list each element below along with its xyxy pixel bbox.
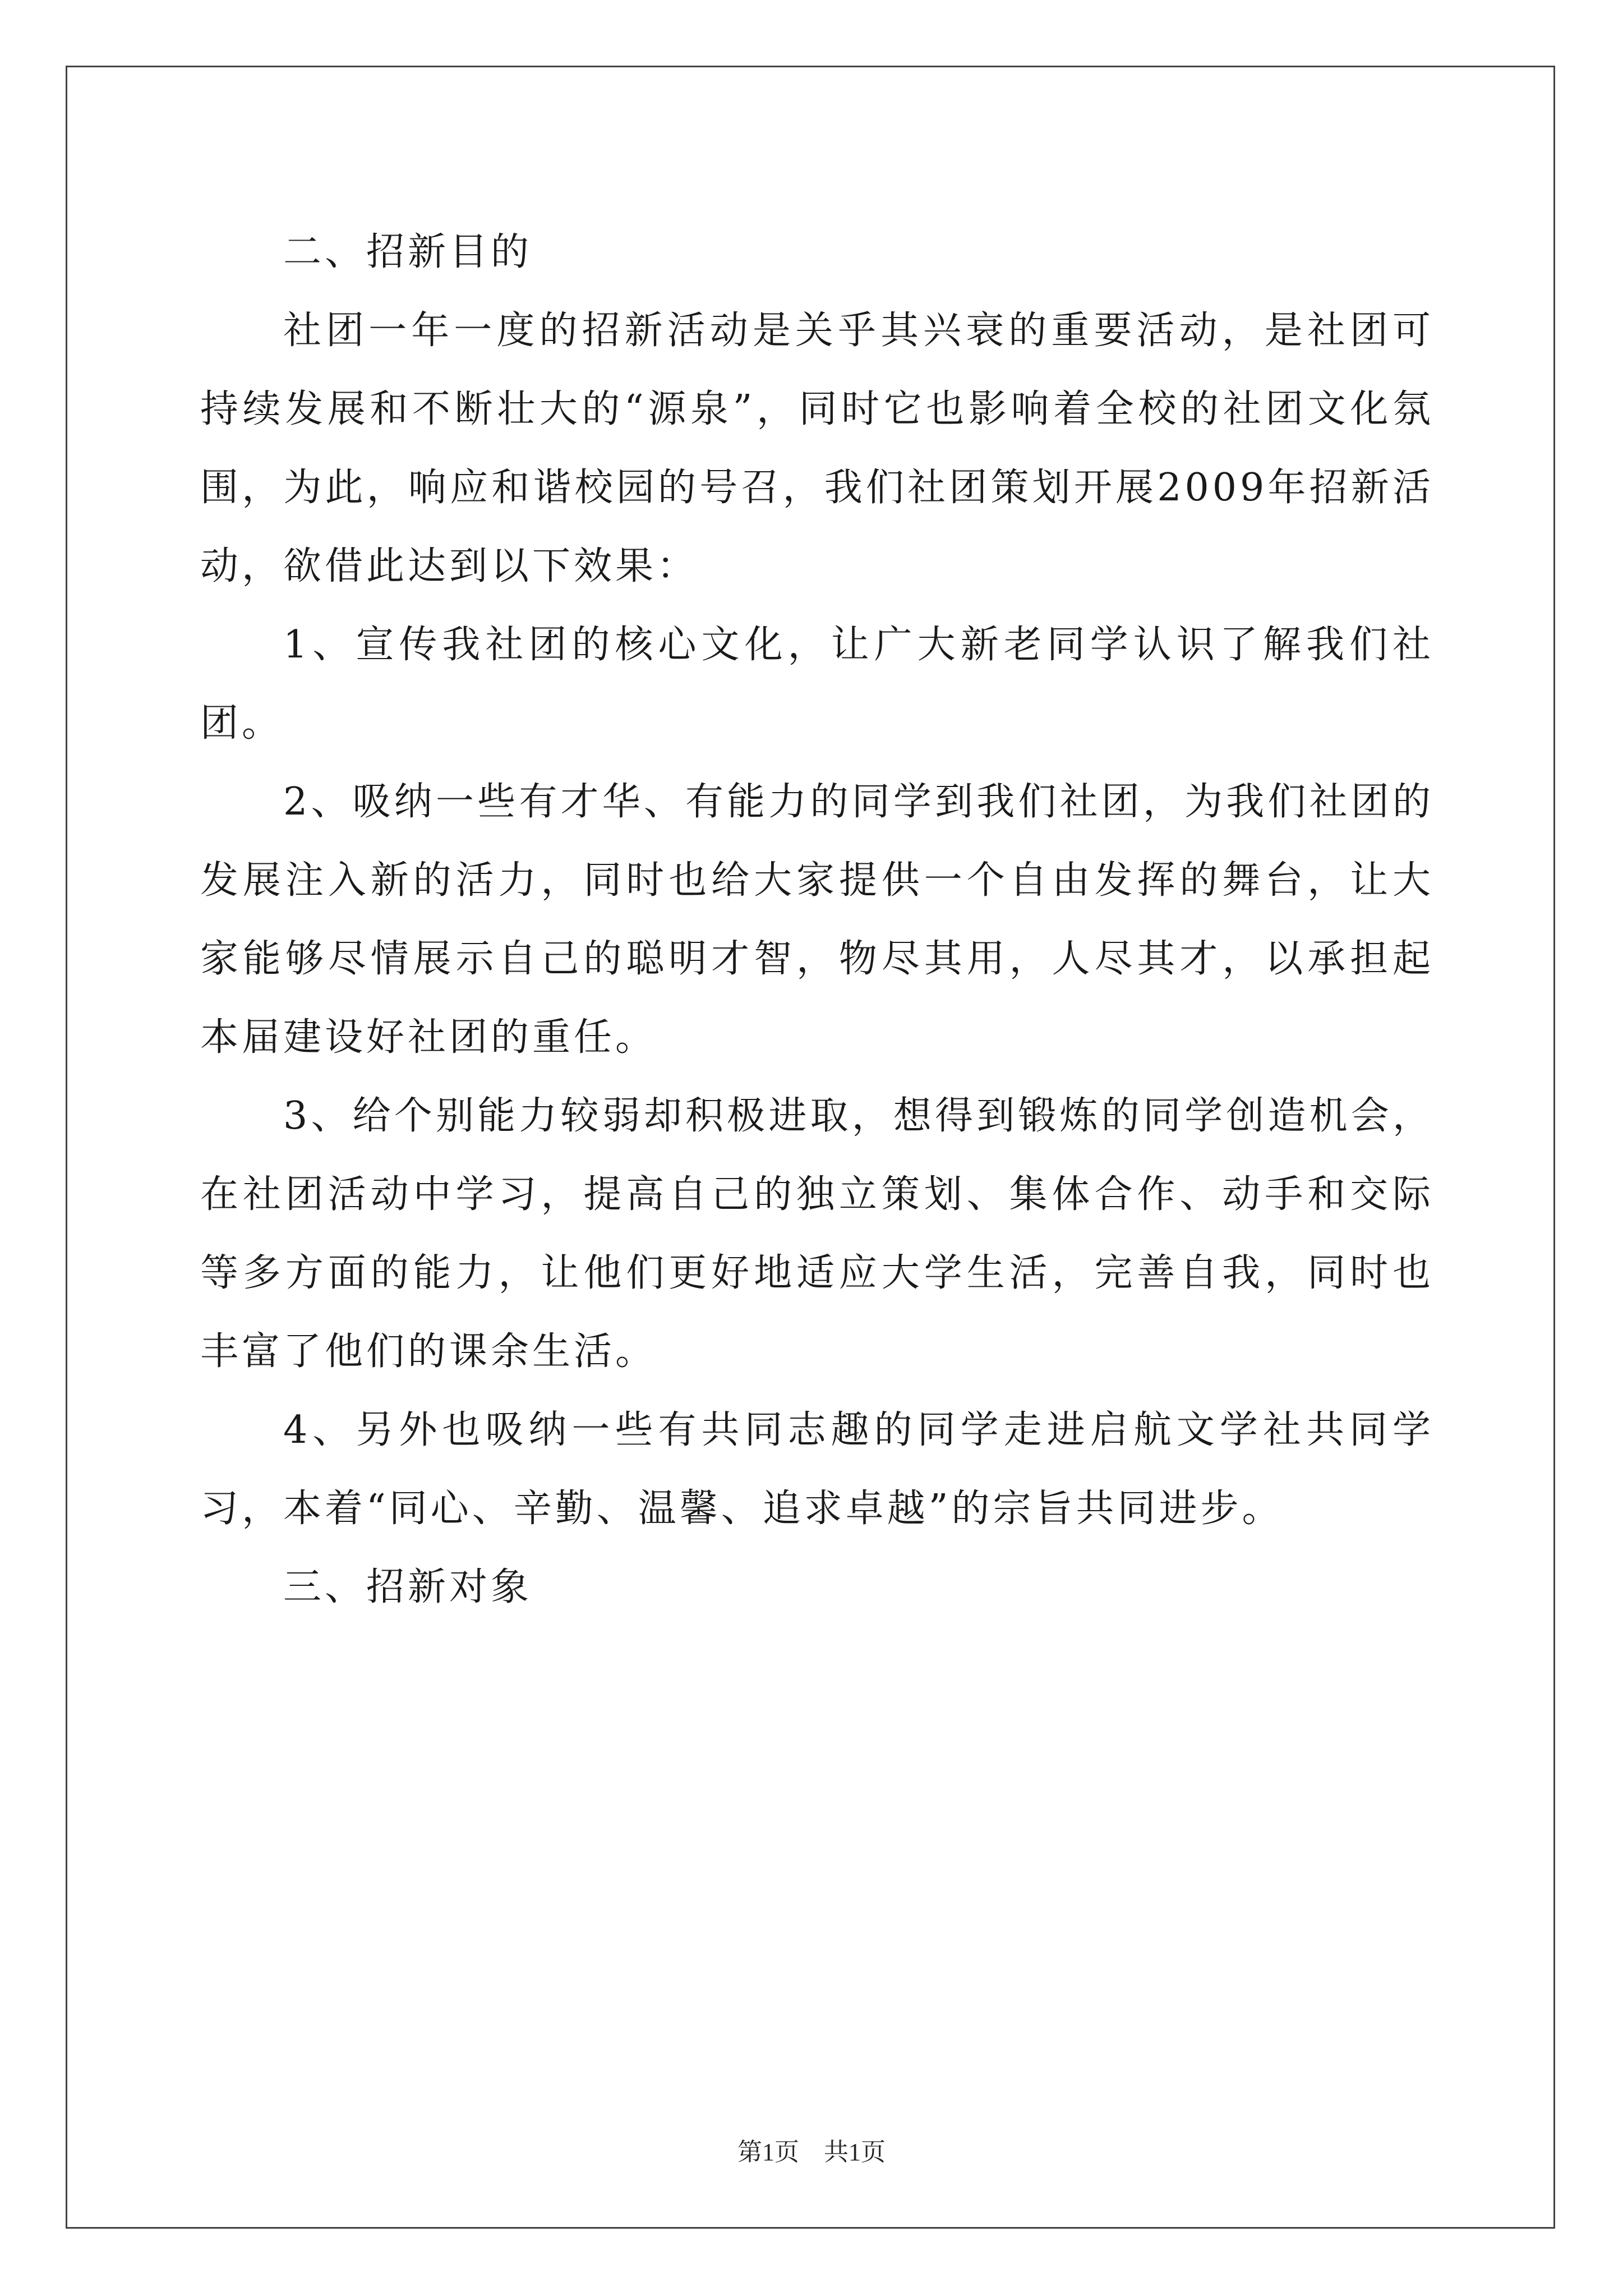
paragraph-intro: 社团一年一度的招新活动是关乎其兴衰的重要活动，是社团可持续发展和不断壮大的“源泉”，同时它也影响着全校的社团文化氛围，为此，响应和谐校园的号召，我们社团策划开展2009年招新活动，欲借此达到以下效果： <box>200 309 1434 588</box>
page-footer: 第1页 共1页 <box>737 2138 886 2166</box>
paragraph-item-3: 3、给个别能力较弱却积极进取，想得到锻炼的同学创造机会，在社团活动中学习，提高自己的独立策划、集体合作、动手和交际等多方面的能力，让他们更好地适应大学生活，完善自我，同时也丰富了他们的课余生活。 <box>200 1094 1434 1374</box>
paragraph-item-4: 4、另外也吸纳一些有共同志趣的同学走进启航文学社共同学习，本着“同心、辛勤、温馨、追求卓越”的宗旨共同进步。 <box>200 1408 1434 1531</box>
paragraph-item-2: 2、吸纳一些有才华、有能力的同学到我们社团，为我们社团的发展注入新的活力，同时也给大家提供一个自由发挥的舞台，让大家能够尽情展示自己的聪明才智，物尽其用，人尽其才，以承担起本届建设好社团的重任。 <box>200 780 1434 1060</box>
document-body <box>200 213 1434 1627</box>
section-heading-target: 三、招新对象 <box>283 1565 533 1609</box>
paragraph-item-1: 1、宣传我社团的核心文化，让广大新老同学认识了解我们社团。 <box>200 623 1434 746</box>
section-heading-purpose: 二、招新目的 <box>283 230 533 274</box>
